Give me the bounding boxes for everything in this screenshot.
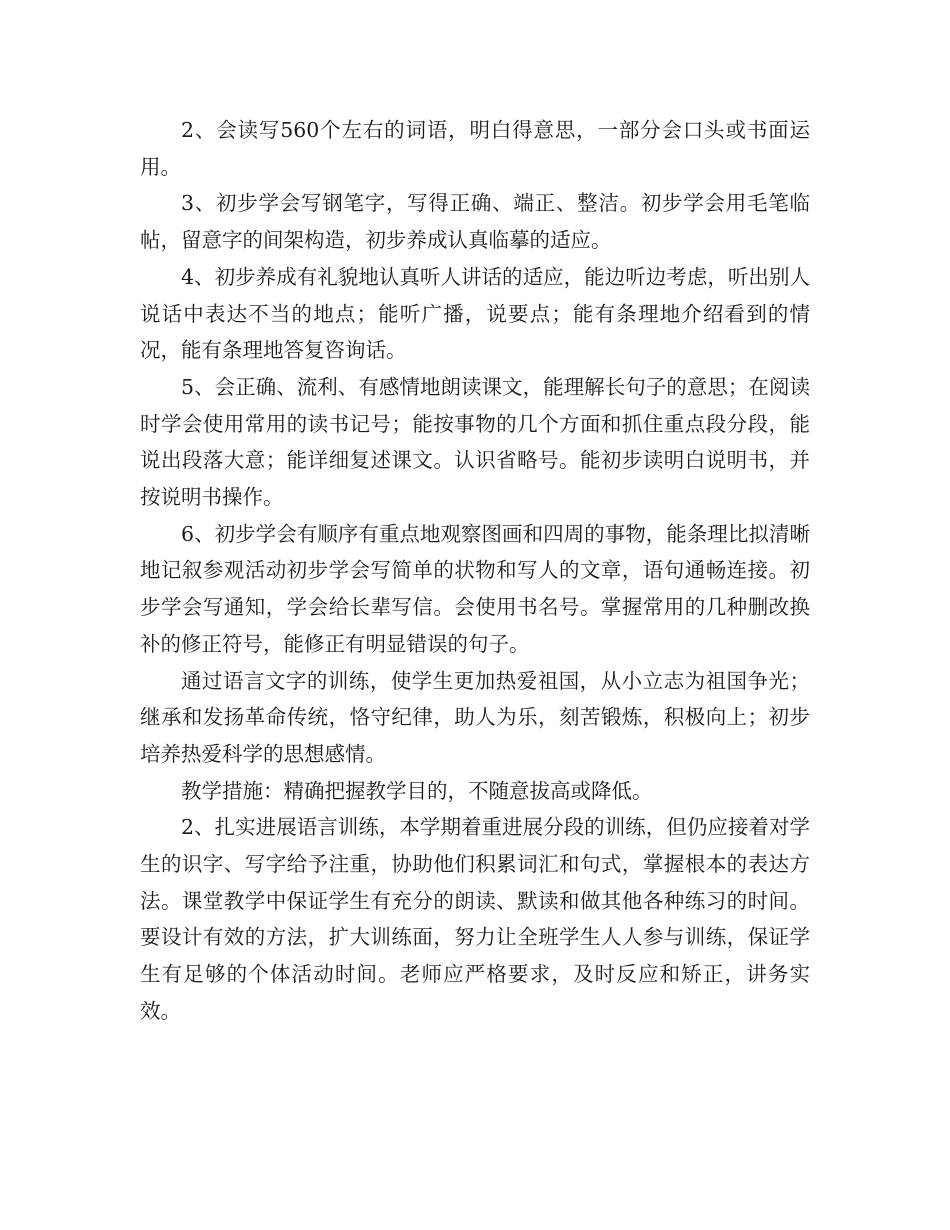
paragraph-moral-education: 通过语言文字的训练，使学生更加热爱祖国，从小立志为祖国争光；继承和发扬革命传统，恪守纪律，助人为乐，刻苦锻炼，积极向上；初步培养热爱科学的思想感情。	[140, 668, 810, 766]
document-body	[140, 112, 810, 1030]
paragraph-measure-2: 2、扎实进展语言训练，本学期着重进展分段的训练，但仍应接着对学生的识字、写字给予注重，协助他们积累词汇和句式，掌握根本的表达方法。课堂教学中保证学生有充分的朗读、默读和做其他各种练习的时间。要设计有效的方法，扩大训练面，努力让全班学生人人参与训练，保证学生有足够的个体活动时间。老师应严格要求，及时反应和矫正，讲务实效。	[140, 815, 810, 1023]
paragraph-goal-2: 2、会读写560个左右的词语，明白得意思，一部分会口头或书面运用。	[140, 118, 810, 179]
paragraph-teaching-measures: 教学措施：精确把握教学目的，不随意拔高或降低。	[181, 778, 653, 803]
paragraph-goal-3: 3、初步学会写钢笔字，写得正确、端正、整洁。初步学会用毛笔临帖，留意字的间架构造，初步养成认真临摹的适应。	[140, 191, 810, 253]
paragraph-goal-6: 6、初步学会有顺序有重点地观察图画和四周的事物，能条理比拟清晰地记叙参观活动初步学会写简单的状物和写人的文章，语句通畅连接。初步学会写通知，学会给长辈写信。会使用书名号。掌握常用的几种删改换补的修正符号，能修正有明显错误的句子。	[140, 521, 810, 656]
paragraph-goal-4: 4、初步养成有礼貌地认真听人讲话的适应，能边听边考虑，听出别人说话中表达不当的地点；能听广播，说要点；能有条理地介绍看到的情况，能有条理地答复咨询话。	[140, 264, 810, 363]
paragraph-goal-5: 5、会正确、流利、有感情地朗读课文，能理解长句子的意思；在阅读时学会使用常用的读书记号；能按事物的几个方面和抓住重点段分段，能说出段落大意；能详细复述课文。认识省略号。能初步读明白说明书，并按说明书操作。	[140, 374, 810, 510]
